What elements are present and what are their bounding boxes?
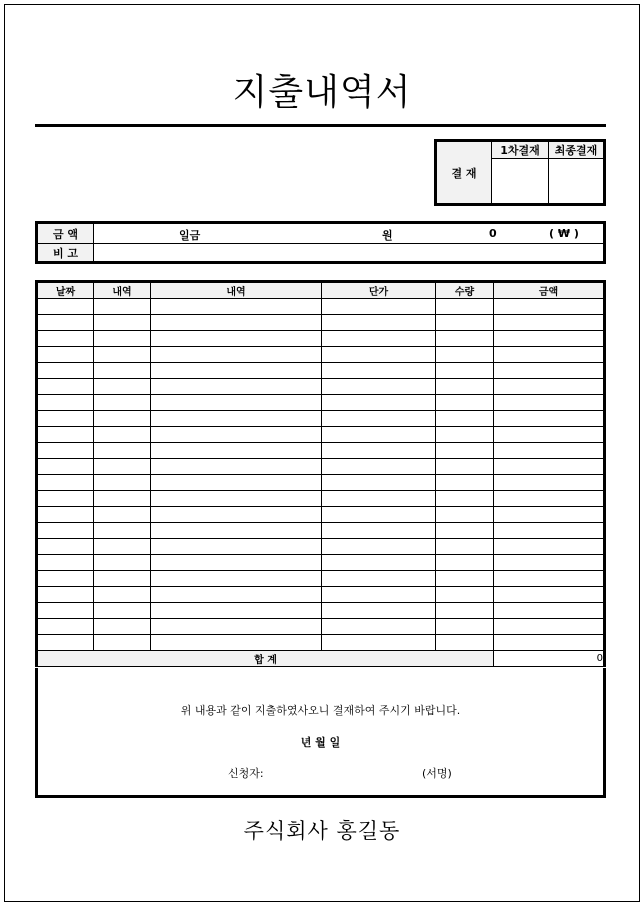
cell-description[interactable]	[151, 491, 322, 507]
cell-amount[interactable]	[494, 363, 605, 379]
cell-unit-price[interactable]	[322, 315, 436, 331]
cell-detail[interactable]	[94, 411, 151, 427]
cell-date[interactable]	[37, 571, 94, 587]
cell-date[interactable]	[37, 603, 94, 619]
cell-detail[interactable]	[94, 347, 151, 363]
cell-unit-price[interactable]	[322, 395, 436, 411]
cell-date[interactable]	[37, 427, 94, 443]
cell-date[interactable]	[37, 555, 94, 571]
cell-detail[interactable]	[94, 475, 151, 491]
cell-detail[interactable]	[94, 443, 151, 459]
company-name: 주식회사 홍길동	[243, 819, 401, 843]
items-table	[35, 280, 606, 667]
cell-quantity[interactable]	[436, 331, 494, 347]
cell-description[interactable]	[151, 427, 322, 443]
cell-description[interactable]	[151, 555, 322, 571]
cell-date[interactable]	[37, 523, 94, 539]
header-detail: 내역	[94, 282, 151, 299]
cell-quantity[interactable]	[436, 443, 494, 459]
applicant-label: 신청자:	[228, 767, 264, 780]
cell-detail[interactable]	[94, 587, 151, 603]
approval-label: 결 재	[436, 141, 492, 205]
cell-date[interactable]	[37, 507, 94, 523]
cell-amount[interactable]	[494, 507, 605, 523]
cell-quantity[interactable]	[436, 619, 494, 635]
cell-detail[interactable]	[94, 571, 151, 587]
table-row	[37, 555, 605, 571]
cell-quantity[interactable]	[436, 411, 494, 427]
cell-quantity[interactable]	[436, 299, 494, 315]
table-row	[37, 443, 605, 459]
table-row	[37, 523, 605, 539]
cell-description[interactable]	[151, 315, 322, 331]
table-row	[37, 315, 605, 331]
table-row	[37, 603, 605, 619]
cell-detail[interactable]	[94, 555, 151, 571]
cell-quantity[interactable]	[436, 315, 494, 331]
cell-description[interactable]	[151, 475, 322, 491]
cell-amount[interactable]	[494, 411, 605, 427]
header-date: 날짜	[37, 282, 94, 299]
table-row	[37, 299, 605, 315]
cell-detail[interactable]	[94, 603, 151, 619]
cell-unit-price[interactable]	[322, 603, 436, 619]
title-rule	[35, 124, 606, 127]
approval-final-sign[interactable]	[549, 159, 605, 205]
cell-quantity[interactable]	[436, 523, 494, 539]
cell-unit-price[interactable]	[322, 539, 436, 555]
cell-amount[interactable]	[494, 395, 605, 411]
date-line: 년 월 일	[300, 736, 341, 749]
cell-quantity[interactable]	[436, 539, 494, 555]
table-row	[37, 491, 605, 507]
cell-description[interactable]	[151, 395, 322, 411]
remark-label: 비 고	[37, 244, 94, 263]
approval-first-header: 1차결재	[492, 141, 549, 159]
cell-detail[interactable]	[94, 363, 151, 379]
cell-detail[interactable]	[94, 491, 151, 507]
cell-detail[interactable]	[94, 427, 151, 443]
cell-date[interactable]	[37, 635, 94, 651]
cell-date[interactable]	[37, 539, 94, 555]
cell-description[interactable]	[151, 523, 322, 539]
amount-value: 0	[489, 227, 497, 240]
header-quantity: 수량	[436, 282, 494, 299]
cell-date[interactable]	[37, 411, 94, 427]
approval-first-sign[interactable]	[492, 159, 549, 205]
cell-unit-price[interactable]	[322, 331, 436, 347]
cell-description[interactable]	[151, 507, 322, 523]
cell-description[interactable]	[151, 331, 322, 347]
cell-date[interactable]	[37, 315, 94, 331]
cell-amount[interactable]	[494, 619, 605, 635]
cell-amount[interactable]	[494, 571, 605, 587]
table-row	[37, 331, 605, 347]
cell-unit-price[interactable]	[322, 507, 436, 523]
table-row	[37, 571, 605, 587]
approval-box	[434, 139, 606, 206]
cell-description[interactable]	[151, 379, 322, 395]
table-row	[37, 427, 605, 443]
signature-label: (서명)	[422, 767, 452, 780]
cell-date[interactable]	[37, 587, 94, 603]
cell-detail[interactable]	[94, 299, 151, 315]
document-title: 지출내역서	[232, 72, 412, 113]
cell-unit-price[interactable]	[322, 347, 436, 363]
cell-unit-price[interactable]	[322, 619, 436, 635]
cell-date[interactable]	[37, 299, 94, 315]
approval-final-header: 최종결재	[549, 141, 605, 159]
cell-amount[interactable]	[494, 539, 605, 555]
cell-quantity[interactable]	[436, 635, 494, 651]
table-row	[37, 459, 605, 475]
cell-amount[interactable]	[494, 523, 605, 539]
cell-unit-price[interactable]	[322, 459, 436, 475]
amount-label: 금 액	[37, 223, 94, 244]
table-row	[37, 507, 605, 523]
cell-description[interactable]	[151, 619, 322, 635]
cell-detail[interactable]	[94, 315, 151, 331]
cell-quantity[interactable]	[436, 459, 494, 475]
cell-unit-price[interactable]	[322, 443, 436, 459]
cell-unit-price[interactable]	[322, 555, 436, 571]
cell-detail[interactable]	[94, 331, 151, 347]
cell-unit-price[interactable]	[322, 427, 436, 443]
cell-unit-price[interactable]	[322, 299, 436, 315]
table-row	[37, 619, 605, 635]
header-amount: 금액	[494, 282, 605, 299]
cell-detail[interactable]	[94, 523, 151, 539]
cell-description[interactable]	[151, 635, 322, 651]
table-row	[37, 539, 605, 555]
cell-unit-price[interactable]	[322, 491, 436, 507]
table-row	[37, 379, 605, 395]
amount-unit: ( ₩ )	[549, 227, 579, 240]
cell-amount[interactable]	[494, 603, 605, 619]
cell-date[interactable]	[37, 379, 94, 395]
cell-quantity[interactable]	[436, 395, 494, 411]
cell-detail[interactable]	[94, 619, 151, 635]
cell-date[interactable]	[37, 475, 94, 491]
table-row	[37, 635, 605, 651]
cell-description[interactable]	[151, 459, 322, 475]
cell-amount[interactable]	[494, 491, 605, 507]
table-row	[37, 587, 605, 603]
cell-amount[interactable]	[494, 635, 605, 651]
cell-detail[interactable]	[94, 379, 151, 395]
cell-quantity[interactable]	[436, 427, 494, 443]
cell-detail[interactable]	[94, 635, 151, 651]
table-row	[37, 347, 605, 363]
cell-detail[interactable]	[94, 507, 151, 523]
cell-amount[interactable]	[494, 459, 605, 475]
cell-date[interactable]	[37, 331, 94, 347]
cell-quantity[interactable]	[436, 571, 494, 587]
cell-date[interactable]	[37, 395, 94, 411]
cell-description[interactable]	[151, 411, 322, 427]
cell-detail[interactable]	[94, 395, 151, 411]
cell-description[interactable]	[151, 587, 322, 603]
amount-prefix: 일금	[179, 229, 201, 242]
cell-quantity[interactable]	[436, 555, 494, 571]
cell-description[interactable]	[151, 571, 322, 587]
cell-date[interactable]	[37, 459, 94, 475]
cell-description[interactable]	[151, 363, 322, 379]
cell-unit-price[interactable]	[322, 475, 436, 491]
table-row	[37, 411, 605, 427]
cell-date[interactable]	[37, 347, 94, 363]
cell-description[interactable]	[151, 443, 322, 459]
cell-quantity[interactable]	[436, 347, 494, 363]
cell-unit-price[interactable]	[322, 523, 436, 539]
table-row	[37, 475, 605, 491]
cell-unit-price[interactable]	[322, 363, 436, 379]
header-description: 내역	[151, 282, 322, 299]
total-value: 0	[494, 651, 605, 667]
cell-date[interactable]	[37, 363, 94, 379]
table-row	[37, 363, 605, 379]
cell-quantity[interactable]	[436, 507, 494, 523]
cell-unit-price[interactable]	[322, 587, 436, 603]
remark-field[interactable]	[94, 244, 605, 263]
cell-unit-price[interactable]	[322, 635, 436, 651]
statement: 위 내용과 같이 지출하였사오니 결재하여 주시기 바랍니다.	[180, 704, 461, 717]
cell-detail[interactable]	[94, 539, 151, 555]
cell-description[interactable]	[151, 347, 322, 363]
cell-quantity[interactable]	[436, 363, 494, 379]
amount-box	[35, 221, 606, 264]
cell-amount[interactable]	[494, 315, 605, 331]
cell-amount[interactable]	[494, 299, 605, 315]
table-row	[37, 395, 605, 411]
cell-amount[interactable]	[494, 427, 605, 443]
cell-amount[interactable]	[494, 587, 605, 603]
cell-unit-price[interactable]	[322, 379, 436, 395]
cell-description[interactable]	[151, 603, 322, 619]
cell-quantity[interactable]	[436, 603, 494, 619]
cell-amount[interactable]	[494, 331, 605, 347]
cell-quantity[interactable]	[436, 491, 494, 507]
cell-quantity[interactable]	[436, 587, 494, 603]
amount-won: 원	[382, 229, 393, 242]
cell-quantity[interactable]	[436, 379, 494, 395]
cell-description[interactable]	[151, 539, 322, 555]
amount-field[interactable]	[94, 223, 605, 244]
cell-amount[interactable]	[494, 475, 605, 491]
header-unit-price: 단가	[322, 282, 436, 299]
cell-unit-price[interactable]	[322, 411, 436, 427]
footer-box	[35, 668, 606, 798]
cell-amount[interactable]	[494, 555, 605, 571]
cell-date[interactable]	[37, 491, 94, 507]
cell-quantity[interactable]	[436, 475, 494, 491]
cell-amount[interactable]	[494, 347, 605, 363]
total-label: 합 계	[37, 651, 494, 667]
cell-amount[interactable]	[494, 443, 605, 459]
cell-description[interactable]	[151, 299, 322, 315]
cell-amount[interactable]	[494, 379, 605, 395]
cell-detail[interactable]	[94, 459, 151, 475]
cell-unit-price[interactable]	[322, 571, 436, 587]
cell-date[interactable]	[37, 619, 94, 635]
cell-date[interactable]	[37, 443, 94, 459]
